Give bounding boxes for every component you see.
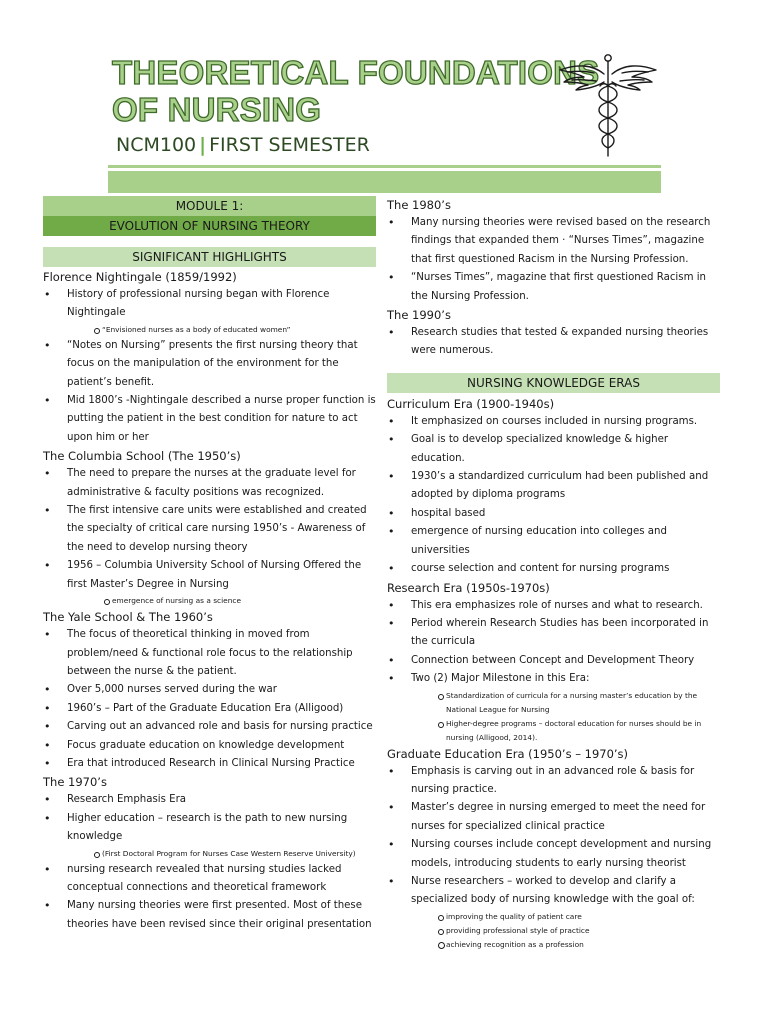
bullet-list: [387, 324, 720, 361]
bullet-list: [43, 286, 376, 447]
list-item-text: Emphasis is carving out in an advanced role & basis for nursing practice.: [411, 765, 695, 795]
section-heading: The Columbia School (The 1950’s): [43, 449, 241, 464]
sub-list-item: achieving recognition as a profession: [411, 938, 720, 952]
caduceus-icon: [556, 52, 660, 158]
sub-list-item: providing professional style of practice: [411, 924, 720, 938]
list-item: [387, 873, 720, 952]
list-item: [43, 392, 376, 447]
section-heading: Curriculum Era (1900-1940s): [387, 396, 555, 411]
list-item: [387, 324, 720, 361]
list-item-text: Master’s degree in nursing emerged to meet the need for nurses for specialized clinical practice: [411, 802, 706, 832]
semester-label: FIRST SEMESTER: [209, 134, 370, 156]
course-subtitle: [116, 134, 370, 156]
list-item-text: Higher education – research is the path to new nursing knowledge: [67, 812, 348, 843]
sub-list-item: Higher-degree programs – doctoral education for nurses should be in nursing (Alligood, 2014).: [411, 717, 720, 745]
list-item: [387, 615, 720, 652]
list-item: [387, 836, 720, 873]
sub-list-item: “Envisioned nurses as a body of educated women”: [67, 323, 376, 337]
list-item: [43, 337, 376, 392]
list-item: [43, 755, 376, 773]
section-heading: Florence Nightingale (1859/1992): [43, 270, 237, 284]
section-heading: The 1980’s: [387, 198, 451, 212]
module-title: EVOLUTION OF NURSING THEORY: [43, 216, 376, 236]
list-item: [387, 431, 720, 468]
list-item: [387, 670, 720, 744]
section-heading: The 1970’s: [43, 775, 107, 790]
list-item: [43, 557, 376, 608]
bullet-list: [43, 626, 376, 773]
list-item-text: Focus graduate education on knowledge development: [67, 739, 345, 751]
list-item: [43, 897, 376, 934]
sub-bullet-list: [67, 594, 376, 608]
header-rule: [108, 165, 661, 168]
list-item-text: “Notes on Nursing” presents the first nursing theory that focus on the manipulation of the environment for the patient’s benefit.: [67, 339, 358, 388]
list-item-text: Research Emphasis Era: [67, 794, 187, 806]
list-item-text: 1960’s – Part of the Graduate Education Era (Alligood): [67, 702, 344, 714]
sub-bullet-list: [67, 323, 376, 337]
bullet-list: [43, 791, 376, 934]
list-item: [43, 502, 376, 557]
list-item: [387, 560, 720, 578]
list-item: [43, 681, 376, 699]
left-column: [43, 196, 376, 934]
list-item-text: Era that introduced Research in Clinical Nursing Practice: [67, 757, 355, 769]
list-item-text: Nurse researchers – worked to develop and clarify a specialized body of nursing knowledge with the goal of:: [411, 875, 695, 906]
left-sections: [43, 268, 376, 934]
list-item-text: “Nurses Times”, magazine that first questioned Racism in the Nursing Profession.: [411, 272, 707, 302]
list-item-text: Nursing courses include concept development and nursing models, introducing students to early nursing theorist: [411, 839, 712, 869]
bullet-list: [43, 465, 376, 608]
list-item: [43, 791, 376, 809]
list-item: [387, 523, 720, 560]
list-item-text: emergence of nursing education into colleges and universities: [411, 526, 667, 556]
list-item-text: Connection between Concept and Development Theory: [411, 654, 695, 666]
eras-heading: NURSING KNOWLEDGE ERAS: [387, 373, 720, 393]
list-item-text: Many nursing theories were first presented. Most of these theories have been revised since their original presentation: [67, 900, 372, 930]
list-item-text: nursing research revealed that nursing studies lacked conceptual connections and theoretical framework: [67, 863, 342, 893]
bullet-list: [387, 597, 720, 745]
list-item: [43, 861, 376, 898]
highlights-heading: SIGNIFICANT HIGHLIGHTS: [43, 247, 376, 267]
sub-list-item: emergence of nursing as a science: [67, 594, 376, 608]
sub-bullet-list: [67, 847, 376, 861]
list-item-text: This era emphasizes role of nurses and what to research.: [411, 599, 703, 611]
list-item: [43, 700, 376, 718]
document-title-line-2: OF NURSING: [112, 91, 322, 128]
list-item: [43, 626, 376, 681]
list-item-text: It emphasized on courses included in nursing programs.: [411, 415, 698, 427]
bullet-list: [387, 413, 720, 579]
list-item: [43, 718, 376, 736]
list-item-text: 1930’s a standardized curriculum had been published and adopted by diploma programs: [411, 471, 709, 501]
course-code: NCM100: [116, 134, 197, 156]
list-item-text: History of professional nursing began with Florence Nightingale: [67, 289, 330, 319]
document-title-line-1: THEORETICAL FOUNDATIONS: [112, 54, 600, 91]
list-item: [387, 214, 720, 269]
list-item: [387, 597, 720, 615]
list-item: [387, 763, 720, 800]
section-heading: The 1990’s: [387, 308, 451, 323]
list-item: [43, 286, 376, 337]
list-item-text: Two (2) Major Milestone in this Era:: [411, 673, 590, 685]
module-label: MODULE 1:: [43, 196, 376, 216]
section-heading: The Yale School & The 1960’s: [43, 610, 213, 625]
right-sections-bottom: [387, 395, 720, 952]
sub-list-item: (First Doctoral Program for Nurses Case Western Reserve University): [67, 847, 376, 861]
sub-list-item: improving the quality of patient care: [411, 910, 720, 924]
list-item-text: Period wherein Research Studies has been incorporated in the curricula: [411, 617, 709, 648]
list-item-text: course selection and content for nursing programs: [411, 563, 670, 575]
list-item: [387, 413, 720, 431]
subtitle-divider: |: [199, 134, 207, 156]
list-item-text: 1956 – Columbia University School of Nursing Offered the first Master’s Degree in Nursing: [67, 560, 362, 590]
section-heading: Research Era (1950s-1970s): [387, 580, 550, 595]
sub-list-item: Standardization of curricula for a nursing master’s education by the National League for Nursing: [411, 689, 720, 717]
list-item-text: The first intensive care units were established and created the specialty of critical care nursing 1950’s - Awareness of the need to develop nursing theory: [67, 505, 367, 553]
list-item-text: Carving out an advanced role and basis for nursing practice: [67, 721, 373, 733]
list-item: [387, 652, 720, 670]
list-item-text: Mid 1800’s -Nightingale described a nurse proper function is putting the patient in the best condition for nature to act upon him or her: [67, 395, 376, 443]
sub-bullet-list: [411, 910, 720, 952]
right-column: [387, 196, 720, 952]
list-item-text: The need to prepare the nurses at the graduate level for administrative & faculty positions was recognized.: [67, 468, 356, 498]
list-item: [43, 737, 376, 755]
list-item-text: Research studies that tested & expanded nursing theories were numerous.: [411, 327, 709, 357]
list-item: [387, 505, 720, 523]
list-item: [43, 810, 376, 861]
sub-bullet-list: [411, 689, 720, 745]
list-item: [43, 465, 376, 502]
right-sections-top: [387, 196, 720, 361]
bullet-list: [387, 763, 720, 952]
list-item-text: Goal is to develop specialized knowledge & higher education.: [411, 434, 669, 464]
list-item-text: Many nursing theories were revised based on the research findings that expanded them · “Nurses Times”, magazine that first questioned Racism in the Nursing Profession.: [411, 217, 711, 265]
section-heading: Graduate Education Era (1950’s – 1970’s): [387, 746, 629, 761]
list-item-text: hospital based: [411, 507, 486, 519]
list-item-text: The focus of theoretical thinking in moved from problem/need & functional role focus to the relationship between the nurse & the patient.: [67, 629, 353, 677]
list-item-text: Over 5,000 nurses served during the war: [67, 684, 277, 696]
header-band: [108, 171, 661, 193]
list-item: [387, 468, 720, 505]
bullet-list: [387, 214, 720, 306]
list-item: [387, 799, 720, 836]
list-item: [387, 269, 720, 306]
